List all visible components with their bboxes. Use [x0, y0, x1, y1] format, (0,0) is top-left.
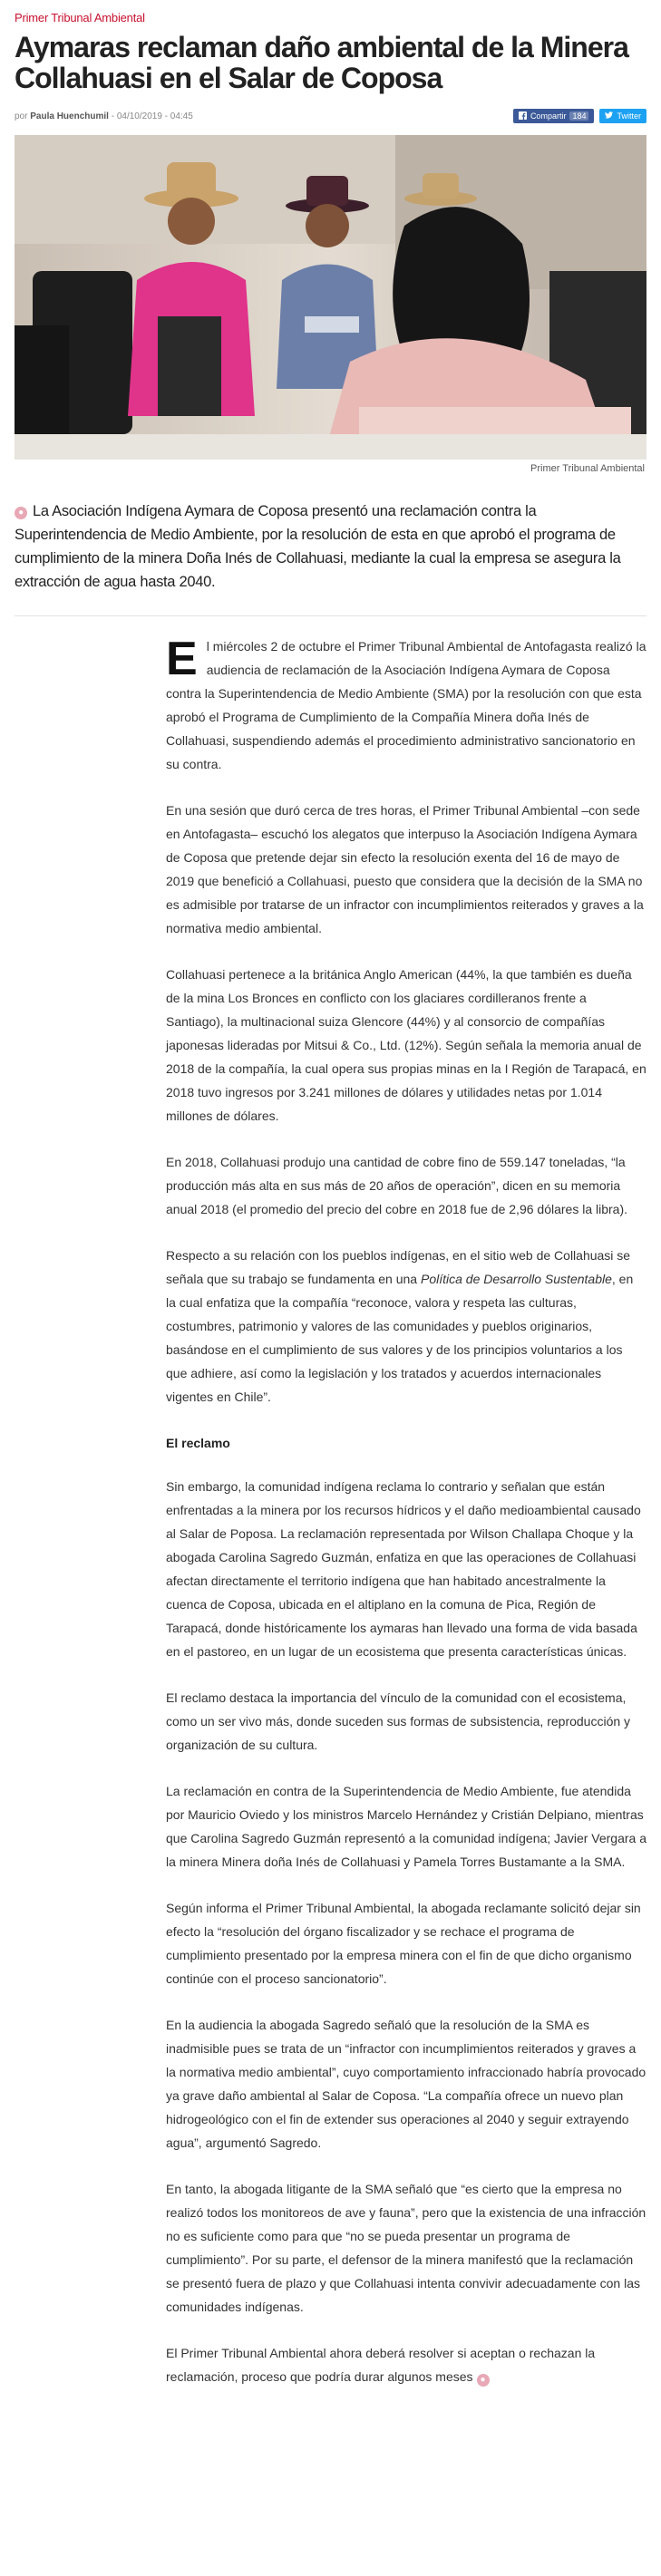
emphasis-text: Política de Desarrollo Sustentable: [420, 1272, 612, 1286]
author-link[interactable]: Paula Huenchumil: [30, 111, 109, 121]
category-link[interactable]: Primer Tribunal Ambiental: [15, 11, 145, 24]
divider: [15, 615, 646, 616]
body-paragraph: En una sesión que duró cerca de tres horas, el Primer Tribunal Ambiental –con sede en Antofagasta– escuchó los alegatos que interpuso la Asociación Indígena Aymara de Coposa que pretende dejar sin efecto la resolución exenta del 16 de mayo de 2019 que benefició a Collahuasi, puesto que considera que la decisión de la SMA no es admisible por tratarse de un infractor con incumplimientos reiterados y graves a la normativa medio ambiental.: [166, 803, 644, 935]
section-subheading: El reclamo: [166, 1436, 230, 1450]
byline-prefix: por: [15, 111, 28, 121]
body-paragraph: La reclamación en contra de la Superintendencia de Medio Ambiente, fue atendida por Mauricio Oviedo y los ministros Marcelo Hernández y Cristián Delpiano, mientras que Carolina Sagredo Guzmán representó a la comunidad indígena; Javier Vergara a la minera Minera doña Inés de Collahuasi y Pamela Torres Bustamante a la SMA.: [166, 1784, 646, 1869]
share-count: 184: [569, 111, 588, 121]
facebook-icon: [519, 111, 527, 121]
twitter-icon: [605, 111, 613, 121]
body-paragraph: El reclamo destaca la importancia del vínculo de la comunidad con el ecosistema, como un ser vivo más, donde suceden sus formas de subsistencia, reproducción y organización de su cultura.: [166, 1690, 631, 1752]
article-lead: [15, 499, 646, 594]
share-buttons: [513, 109, 646, 123]
byline: [15, 111, 193, 121]
paragraph-text: l miércoles 2 de octubre el Primer Tribunal Ambiental de Antofagasta realizó la audiencia de reclamación de la Asociación Indígena Aymara de Coposa contra la Superintendencia de Medio Ambiente (SMA) por la resolución con que esta aprobó el Programa de Cumplimiento de la Compañía Minera doña Inés de Collahuasi, suspendiendo además el procedimiento administrativo sancionatorio en su contra.: [166, 639, 646, 771]
facebook-share-label: Compartir: [530, 111, 567, 121]
byline-separator: -: [111, 111, 115, 121]
body-paragraph: [166, 1244, 646, 1409]
pin-icon: ●: [15, 507, 27, 519]
body-paragraph: [166, 634, 646, 776]
body-paragraph: [166, 2341, 646, 2388]
body-paragraph: En la audiencia la abogada Sagredo señaló que la resolución de la SMA es inadmisible pues se trata de un “infractor con incumplimientos reiterados y graves a la normativa medio ambiental”, cuyo comportamiento infraccionado habría provocado ya grave daño ambiental al Salar de Coposa. “La compañía ofrece un nuevo plan hidrogeológico con el fin de extender sus operaciones al 2040 y seguir extrayendo agua”, argumentó Sagredo.: [166, 2018, 646, 2150]
paragraph-text: , en la cual enfatiza que la compañía “reconoce, valora y respeta las culturas, costumbres, patrimonio y valores de las comunidades y pueblos originarios, basándose en el cumplimiento de sus valores y de los principios voluntarios a los que adhiere, así como la legislación y los tratados y acuerdos internacionales vigentes en Chile”.: [166, 1272, 634, 1404]
body-paragraph: En 2018, Collahuasi produjo una cantidad de cobre fino de 559.147 toneladas, “la producción más alta en sus más de 20 años de operación”, dicen en su memoria anual 2018 (el promedio del precio del cobre en 2018 fue de 2,96 dólares la libra).: [166, 1155, 628, 1216]
end-mark-icon: ●: [477, 2374, 490, 2387]
meta-row: [15, 106, 646, 126]
photo-caption: Primer Tribunal Ambiental: [530, 463, 645, 474]
facebook-share-button[interactable]: [513, 109, 595, 123]
drop-cap: E: [166, 633, 198, 685]
publish-date: 04/10/2019 - 04:45: [116, 111, 193, 121]
twitter-share-label: Twitter: [617, 111, 641, 121]
hero-photo: [15, 135, 646, 460]
twitter-share-button[interactable]: [599, 109, 646, 123]
article-body: [166, 634, 646, 2388]
paragraph-text: El Primer Tribunal Ambiental ahora deberá resolver si aceptan o rechazan la reclamación, proceso que podría durar algunos meses: [166, 2346, 596, 2384]
body-paragraph: Sin embargo, la comunidad indígena reclama lo contrario y señalan que están enfrentadas a la minera por los recursos hídricos y el daño medioambiental causado al Salar de Poposa. La reclamación representada por Wilson Challapa Choque y la abogada Carolina Sagredo Guzmán, enfatiza en que las operaciones de Collahuasi afectan directamente el territorio indígena que han habitado ancestralmente la cuenca de Coposa, ubicada en el altiplano en la comuna de Pica, Región de Tarapacá, donde históricamente los aymaras han llevado una forma de vida basada en el pastoreo, en un lugar de un ecosistema que presenta características únicas.: [166, 1479, 641, 1659]
article-headline: Aymaras reclaman daño ambiental de la Minera Collahuasi en el Salar de Coposa: [15, 31, 628, 94]
body-paragraph: Según informa el Primer Tribunal Ambiental, la abogada reclamante solicitó dejar sin efecto la “resolución del órgano fiscalizador y se rechace el programa de cumplimiento presentado por la empresa minera con el fin de que dicho organismo continúe con el proceso sancionatorio”.: [166, 1901, 641, 1986]
body-paragraph: Collahuasi pertenece a la británica Anglo American (44%, la que también es dueña de la mina Los Bronces en conflicto con los glaciares cordilleranos frente a Santiago), la multinacional suiza Glencore (44%) y al consorcio de compañías japonesas lideradas por Mitsui & Co., Ltd. (12%). Según señala la memoria anual de 2018 de la compañía, la cual opera sus propias minas en la I Región de Tarapacá, en 2018 tuvo ingresos por 3.241 millones de dólares y utilidades netas por 1.014 millones de dólares.: [166, 967, 646, 1123]
paragraph-text: Respecto a su relación con los pueblos indígenas, en el sitio web de Collahuasi se señala que su trabajo se fundamenta en una: [166, 1248, 631, 1286]
body-paragraph: En tanto, la abogada litigante de la SMA señaló que “es cierto que la empresa no realizó todos los monitoreos de ave y fauna”, pero que la existencia de una infracción no es suficiente como para que “no se pueda presentar un programa de cumplimiento”. Por su parte, el defensor de la minera manifestó que la reclamación se presentó fuera de plazo y que Collahuasi intenta convivir adecuadamente con las comunidades indígenas.: [166, 2182, 646, 2314]
hero-photo-illustration: [15, 135, 646, 460]
lead-text: La Asociación Indígena Aymara de Coposa presentó una reclamación contra la Superintendencia de Medio Ambiente, por la resolución de esta en que aprobó el programa de cumplimiento de la minera Doña Inés de Collahuasi, mediante la cual la empresa se asegura la extracción de agua hasta 2040.: [15, 503, 621, 590]
